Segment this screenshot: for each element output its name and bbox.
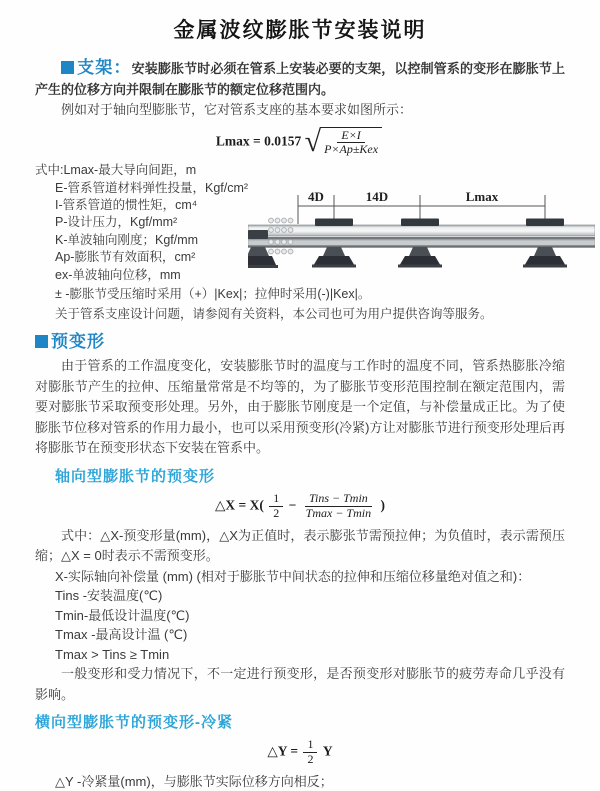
half-fraction: [269, 492, 283, 521]
definition-item: Ap-膨胀节有效面积，cm²: [55, 250, 196, 265]
definition-item: E-管系管道材料弹性投量，Kgf/cm²: [55, 180, 249, 195]
support-intro-paragraph: [35, 58, 565, 100]
temperature-fraction: [302, 492, 375, 521]
definition-item: K-单波轴向刚度；Kgf/mm: [55, 232, 199, 247]
formula-rhs: Y: [322, 743, 333, 759]
plus-minus-note: ± -膨胀节受压缩时采用（+）|Kex|；拉伸时采用(-)|Kex|。: [55, 286, 371, 301]
formula-lhs: △Y =: [267, 743, 299, 759]
axial-definition-line: X-实际轴向补偿量 (mm) (相对于膨胀节中间状态的拉伸和压缩位移量绝对值之和)：: [55, 568, 531, 584]
preform-section-heading: 预变形: [51, 331, 105, 351]
lateral-preform-heading: 横向型膨胀节的预变形-冷紧: [35, 714, 233, 732]
dim-label-4d: 4D: [308, 189, 324, 205]
support-intro-text: 安装膨胀节时必须在管系上安装必要的支架，以控制管系的变形在膨胀节上产生的位移方向并限制在膨胀节的额定位移范围内。: [35, 61, 565, 97]
preform-body-paragraph: 由于管系的工作温度变化，安装膨胀节时的温度与工作时的温度不同，管系热膨胀冷缩对膨胀节产生的拉伸、压缩量常常是不均等的，为了膨胀节变形范围控制在额定范围内，需要对膨胀节采取预变形处理。另外，由于膨胀节刚度是一个定值，与补偿量成正比。为了使膨胀节位移对管系的作用力最小，也可以采用预变形(冷紧)方让对膨胀节进行预变形处理后再将膨胀节在预变形状态下安装在管系中。: [35, 358, 565, 456]
definition-item: ex-单波轴向位移，mm: [55, 267, 181, 282]
fraction-numerator: Tins − Tmin: [305, 492, 372, 507]
fraction-denominator: Tmax − Tmin: [305, 505, 372, 520]
definitions-and-diagram: [35, 162, 565, 324]
fraction-denominator: 2: [307, 751, 314, 766]
formula-fraction: [320, 127, 382, 158]
formula-denominator: P×Ap±Kex: [324, 142, 379, 157]
support-section-heading: 支架：: [77, 58, 132, 77]
minus-sign: −: [288, 497, 297, 513]
axial-preform-heading: 轴向型膨胀节的预变形: [55, 467, 216, 485]
lateral-explain-line: △Y -冷紧量(mm)，与膨胀节实际位移方向相反；: [55, 773, 333, 789]
axial-preform-formula: [35, 492, 565, 521]
definition-item: 式中:Lmax-最大导向间距，m: [35, 163, 197, 178]
definition-item: I-管系管道的惯性矩，cm⁴: [55, 197, 198, 212]
support-example-paragraph: 例如对于轴向型膨胀节，它对管系支座的基本要求如图所示：: [61, 102, 413, 117]
section-marker-icon: [35, 335, 48, 348]
lateral-preform-formula: [35, 738, 565, 767]
page-title: 金属波纹膨胀节安装说明: [173, 19, 427, 42]
lmax-formula: Lmax = 0.0157 √ $\frac{E\times I}{\text{P×Ap±Kex}}$: [35, 127, 565, 158]
dim-label-14d: 14D: [365, 189, 389, 205]
formula-numerator: E×I: [337, 129, 364, 144]
formula-lhs: Lmax = 0.0157: [215, 132, 302, 148]
axial-definition-line: Tins -安装温度(℃): [55, 588, 163, 604]
fraction-numerator: 1: [303, 738, 317, 753]
fraction-numerator: 1: [269, 492, 283, 507]
section-marker-icon: [61, 61, 74, 74]
dim-label-lmax: Lmax: [465, 189, 499, 205]
formula-rhs: ): [380, 497, 385, 513]
formula-lhs: △X = X(: [215, 497, 264, 513]
axial-explain-paragraph: 式中：△X-预变形量(mm)，△X为正值时，表示膨张节需预拉伸；为负值时，表示需预压缩；△X = 0时表示不需预变形。: [35, 527, 565, 564]
definition-item: P-设计压力，Kgf/mm²: [55, 215, 178, 230]
axial-closing-paragraph: 一般变形和受力情况下，不一定进行预变形，是否预变形对膨胀节的疲劳寿命几乎没有影响。: [35, 666, 565, 702]
fraction-denominator: 2: [273, 505, 280, 520]
axial-definition-line: Tmax > Tins ≥ Tmin: [55, 646, 170, 662]
preform-section-header: [35, 332, 565, 353]
pipe-support-spacing-diagram: [248, 186, 595, 290]
half-fraction: [303, 738, 317, 767]
axial-definition-line: Tmax -最高设计温 (℃): [55, 627, 188, 643]
pipe: [248, 225, 595, 248]
service-note: 关于管系支座设计问题，请参阅有关资料，本公司也可为用户提供咨询等服务。: [55, 306, 493, 321]
axial-definition-line: Tmin-最低设计温度(℃): [55, 607, 190, 623]
